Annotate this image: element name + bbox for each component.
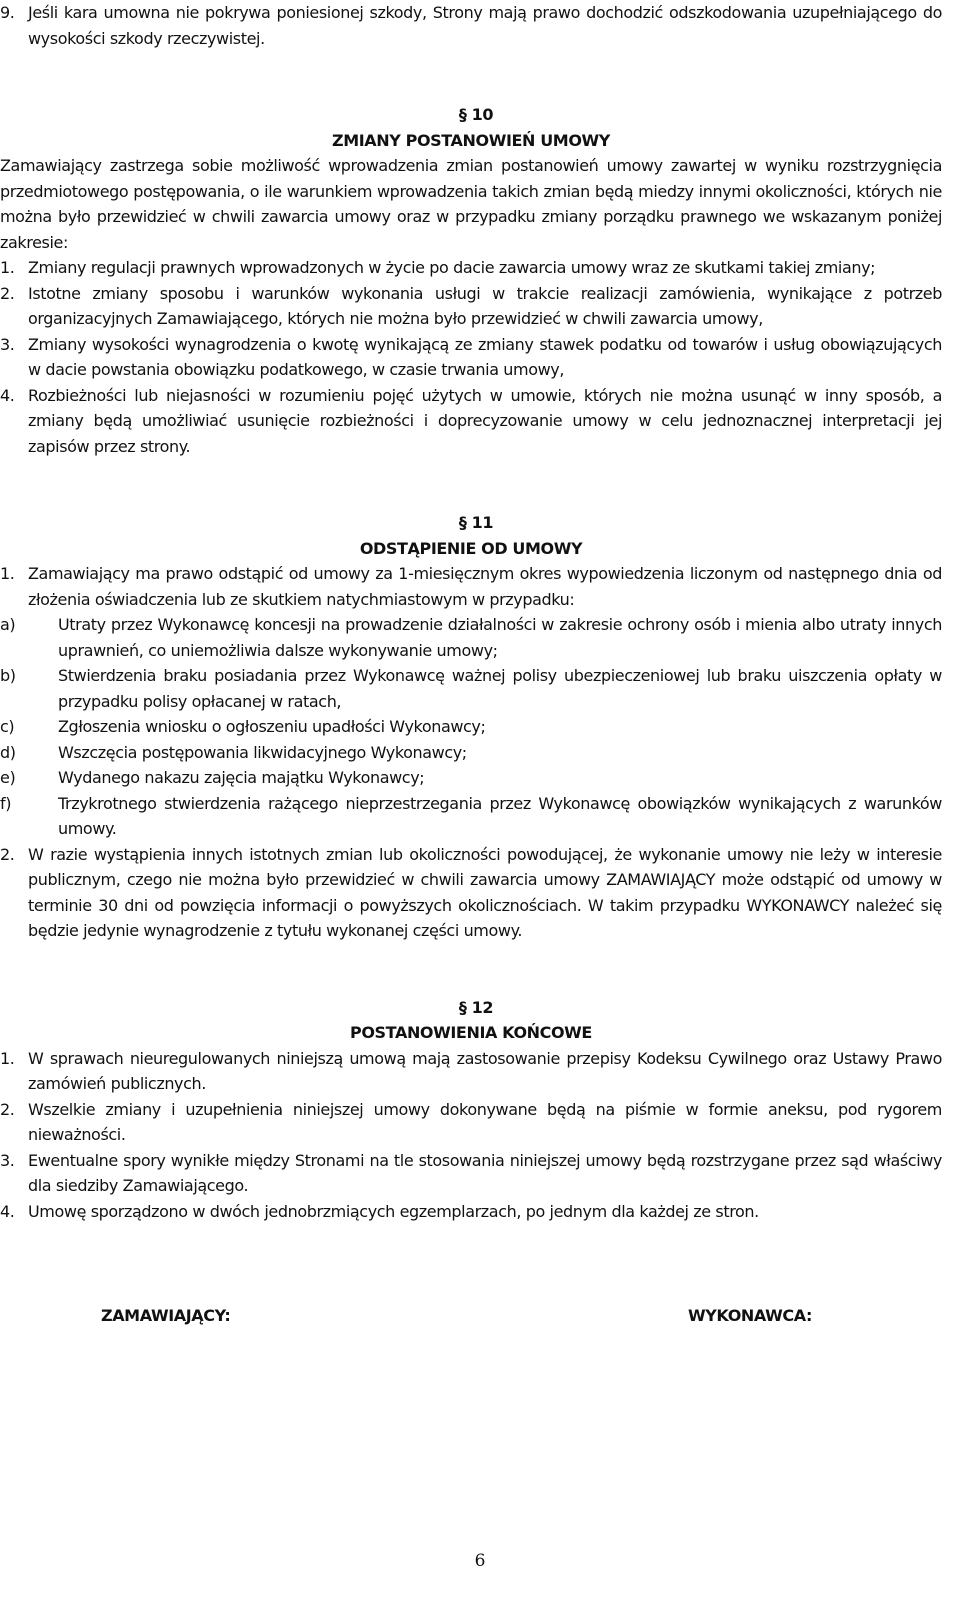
section-12 <box>0 995 942 1225</box>
item-text: Zmiany regulacji prawnych wprowadzonych w życie po dacie zawarcia umowy wraz ze skutkami takiej zmiany; <box>28 258 876 277</box>
section-10 <box>0 102 942 459</box>
list-item <box>0 1046 942 1097</box>
sub-item-letter: f) <box>0 793 12 813</box>
list-item <box>0 1199 942 1225</box>
section-11 <box>0 510 942 944</box>
sub-list-item <box>0 612 942 663</box>
item-text: Zamawiający ma prawo odstąpić od umowy za 1-miesięcznym okres wypowiedzenia liczonym od następnego dnia od złożenia oświadczenia lub ze skutkiem natychmiastowym w przypadku: <box>28 564 942 609</box>
item-number: 3. <box>0 334 15 354</box>
page-number: 6 <box>474 1551 486 1571</box>
sub-list-item <box>0 714 942 740</box>
signature-label-wykonawca: WYKONAWCA: <box>688 1306 813 1325</box>
item-text: Istotne zmiany sposobu i warunków wykonania usługi w trakcie realizacji zamówienia, wynikające z potrzeb organizacyjnych Zamawiającego, których nie można było przewidzieć w chwili zawarcia umowy, <box>28 283 942 328</box>
item-number: 9. <box>0 3 15 22</box>
section-number: § 10 <box>458 105 494 124</box>
item-text: Wszelkie zmiany i uzupełnienia niniejszej umowy dokonywane będą na piśmie w formie aneksu, pod rygorem nieważności. <box>28 1099 942 1144</box>
sub-list-item <box>0 791 942 842</box>
sub-item-text: Zgłoszenia wniosku o ogłoszeniu upadłości Wykonawcy; <box>58 717 486 736</box>
item-number: 1. <box>0 258 15 277</box>
item-number: 4. <box>0 385 15 405</box>
item-text: W sprawach nieuregulowanych niniejszą umową mają zastosowanie przepisy Kodeksu Cywilnego oraz Ustawy Prawo zamówień publicznych. <box>28 1048 942 1093</box>
signature-row <box>0 1303 960 1333</box>
sub-item-letter: b) <box>0 666 16 685</box>
list-item <box>0 842 942 944</box>
list-item <box>0 1097 942 1148</box>
section-intro: Zamawiający zastrzega sobie możliwość wprowadzenia zmian postanowień umowy zawartej w wyniku rozstrzygnięcia przedmiotowego postępowania, o ile warunkiem wprowadzenia takich zmian będą miedzy innymi okoliczności, których nie można było przewidzieć w chwili zawarcia umowy oraz w przypadku zmiany porządku prawnego we wskazanym poniżej zakresie: <box>0 156 942 252</box>
signature-label-zamawiajacy: ZAMAWIAJĄCY: <box>101 1306 231 1325</box>
list-item <box>0 332 942 383</box>
item-text: Rozbieżności lub niejasności w rozumieniu pojęć użytych w umowie, których nie można usunąć w inny sposób, a zmiany będą umożliwiać usunięcie rozbieżności i doprecyzowanie umowy w celu jednoznacznej interpretacji jej zapisów przez strony. <box>28 385 942 456</box>
sub-item-letter: e) <box>0 768 16 787</box>
item-text: Zmiany wysokości wynagrodzenia o kwotę wynikającą ze zmiany stawek podatku od towarów i usług obowiązujących w dacie powstania obowiązku podatkowego, w czasie trwania umowy, <box>28 334 942 379</box>
sub-item-text: Wydanego nakazu zajęcia majątku Wykonawcy; <box>58 768 425 787</box>
sub-item-text: Trzykrotnego stwierdzenia rażącego nieprzestrzegania przez Wykonawcę obowiązków wynikających z warunków umowy. <box>58 793 942 838</box>
item-number: 3. <box>0 1150 15 1170</box>
list-item <box>0 1148 942 1199</box>
sub-list-item <box>0 663 942 714</box>
item-number: 1. <box>0 1048 15 1068</box>
item-number: 4. <box>0 1201 15 1221</box>
item-text: Umowę sporządzono w dwóch jednobrzmiących egzemplarzach, po jednym dla każdej ze stron. <box>28 1201 759 1221</box>
sub-item-text: Stwierdzenia braku posiadania przez Wykonawcę ważnej polisy ubezpieczeniowej lub braku uiszczenia opłaty w przypadku polisy opłacanej w ratach, <box>58 666 942 711</box>
item-number: 2. <box>0 1099 15 1119</box>
sub-item-text: Utraty przez Wykonawcę koncesji na prowadzenie działalności w zakresie ochrony osób i mienia albo utraty innych uprawnień, co uniemożliwia dalsze wykonywanie umowy; <box>58 615 942 660</box>
item-text: Jeśli kara umowna nie pokrywa poniesionej szkody, Strony mają prawo dochodzić odszkodowania uzupełniającego do wysokości szkody rzeczywistej. <box>28 3 942 48</box>
item-number: 2. <box>0 283 15 303</box>
sub-item-letter: c) <box>0 717 15 736</box>
sub-list-item <box>0 765 942 791</box>
item-number: 1. <box>0 564 15 583</box>
section-number: § 12 <box>458 997 494 1017</box>
sub-item-letter: a) <box>0 615 16 634</box>
item-number: 2. <box>0 844 15 864</box>
list-item <box>0 383 942 460</box>
sub-item-text: Wszczęcia postępowania likwidacyjnego Wykonawcy; <box>58 742 467 762</box>
paragraph-9 <box>0 0 942 51</box>
sub-item-letter: d) <box>0 742 16 762</box>
list-item <box>0 255 942 281</box>
sub-list-item <box>0 740 942 766</box>
list-item <box>0 561 942 612</box>
section-number: § 11 <box>458 513 494 532</box>
section-title: ODSTĄPIENIE OD UMOWY <box>359 538 583 558</box>
section-title: POSTANOWIENIA KOŃCOWE <box>350 1023 592 1042</box>
list-item <box>0 281 942 332</box>
item-text: Ewentualne spory wynikłe między Stronami na tle stosowania niniejszej umowy będą rozstrzygane przez sąd właściwy dla siedziby Zamawiającego. <box>28 1150 942 1195</box>
item-text: W razie wystąpienia innych istotnych zmian lub okoliczności powodującej, że wykonanie umowy nie leży w interesie publicznym, czego nie można było przewidzieć w chwili zawarcia umowy ZAMAWIAJĄCY może odstąpić od umowy w terminie 30 dni od powzięcia informacji o powyższych okolicznościach. W takim przypadku WYKONAWCY należeć się będzie jedynie wynagrodzenie z tytułu wykonanej części umowy. <box>28 844 942 940</box>
section-title: ZMIANY POSTANOWIEŃ UMOWY <box>332 130 610 150</box>
